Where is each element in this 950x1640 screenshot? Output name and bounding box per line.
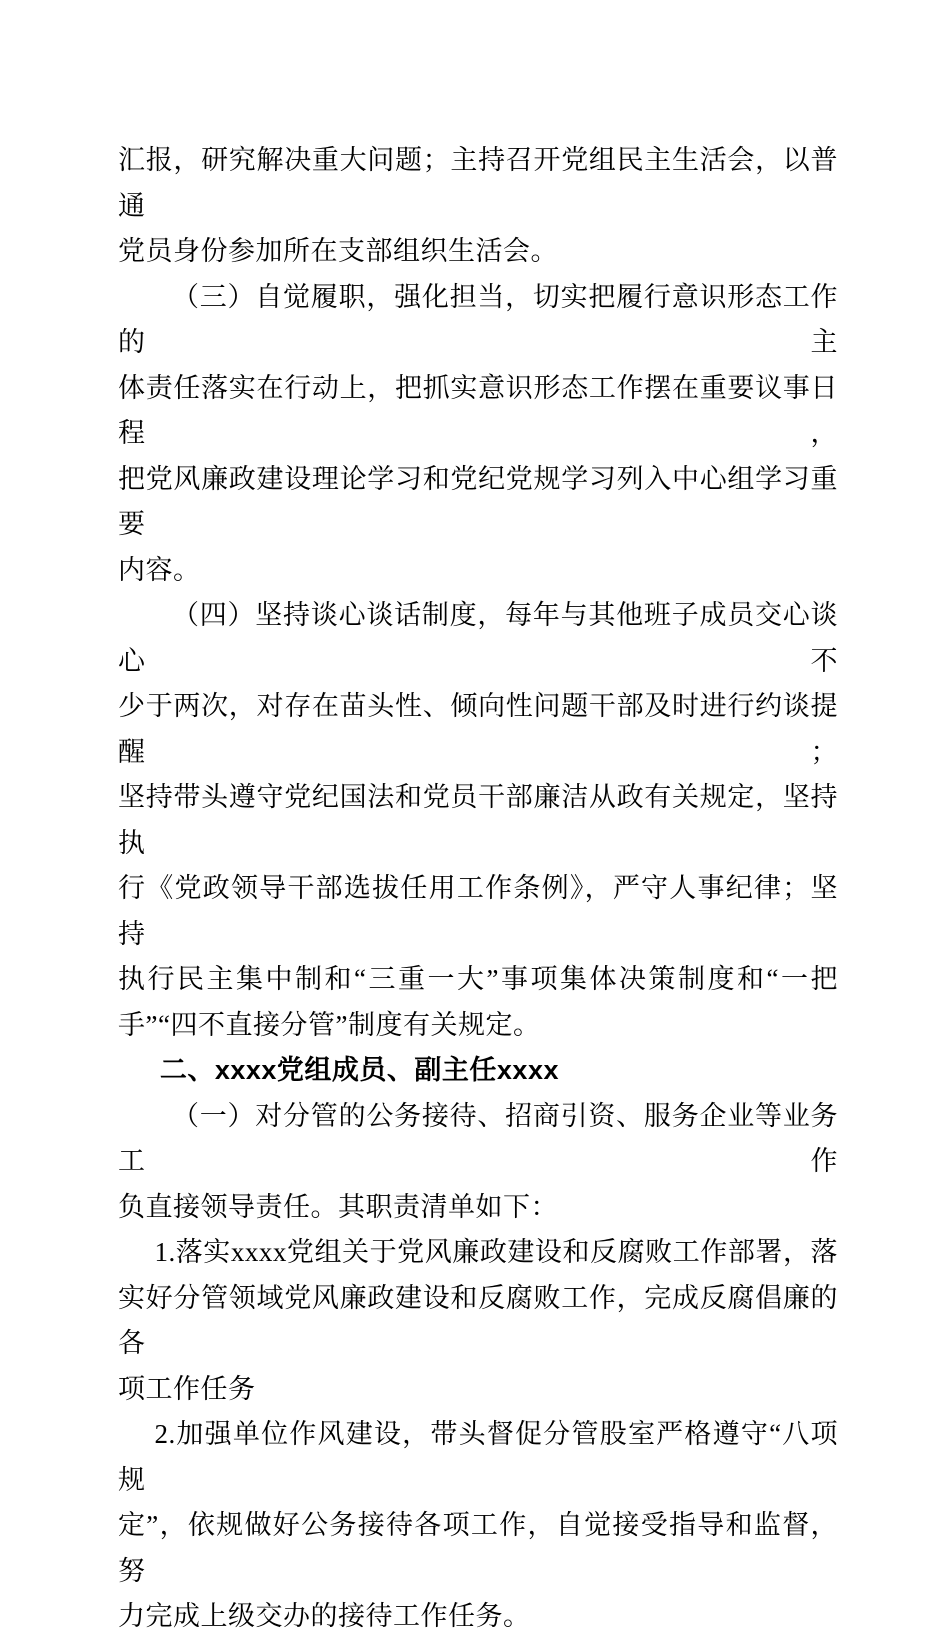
body-line: 体责任落实在行动上，把抓实意识形态工作摆在重要议事日程， — [118, 372, 838, 448]
body-line: 把党风廉政建设理论学习和党纪党规学习列入中心组学习重要 — [118, 463, 838, 539]
body-line: 执行民主集中制和“三重一大”事项集体决策制度和“一把 — [118, 964, 838, 994]
document-body — [118, 138, 838, 1640]
body-line: 汇报，研究解决重大问题；主持召开党组民主生活会，以普通 — [118, 145, 838, 221]
numbered-item-line: 实好分管领域党风廉政建设和反腐败工作，完成反腐倡廉的各 — [118, 1282, 838, 1358]
body-line: 行《党政领导干部选拔任用工作条例》，严守人事纪律；坚持 — [118, 873, 838, 949]
body-line: 少于两次，对存在苗头性、倾向性问题干部及时进行约谈提醒； — [118, 691, 838, 767]
body-line: 负直接领导责任。其职责清单如下： — [118, 1191, 558, 1222]
numbered-item-line: 力完成上级交办的接待工作任务。 — [118, 1601, 531, 1631]
numbered-item-line: 项工作任务 — [118, 1373, 256, 1404]
numbered-item-line: 定”，依规做好公务接待各项工作，自觉接受指导和监督，努 — [118, 1510, 838, 1586]
body-line: 手”“四不直接分管”制度有关规定。 — [118, 1009, 541, 1040]
numbered-item-line: 2.加强单位作风建设，带头督促分管股室严格遵守“八项规 — [118, 1419, 838, 1495]
body-line: 内容。 — [118, 554, 201, 585]
numbered-item-line: 1.落实xxxx党组关于党风廉政建设和反腐败工作部署，落 — [154, 1237, 838, 1267]
body-line: 坚持带头遵守党纪国法和党员干部廉洁从政有关规定，坚持执 — [118, 782, 838, 858]
body-line: （一）对分管的公务接待、招商引资、服务企业等业务工作 — [118, 1100, 838, 1176]
body-line: （三）自觉履职，强化担当，切实把履行意识形态工作的主 — [118, 281, 838, 357]
body-line: （四）坚持谈心谈话制度，每年与其他班子成员交心谈心不 — [118, 600, 838, 676]
section-heading: 二、xxxx党组成员、副主任xxxx — [159, 1055, 559, 1085]
body-line: 党员身份参加所在支部组织生活会。 — [118, 236, 558, 266]
